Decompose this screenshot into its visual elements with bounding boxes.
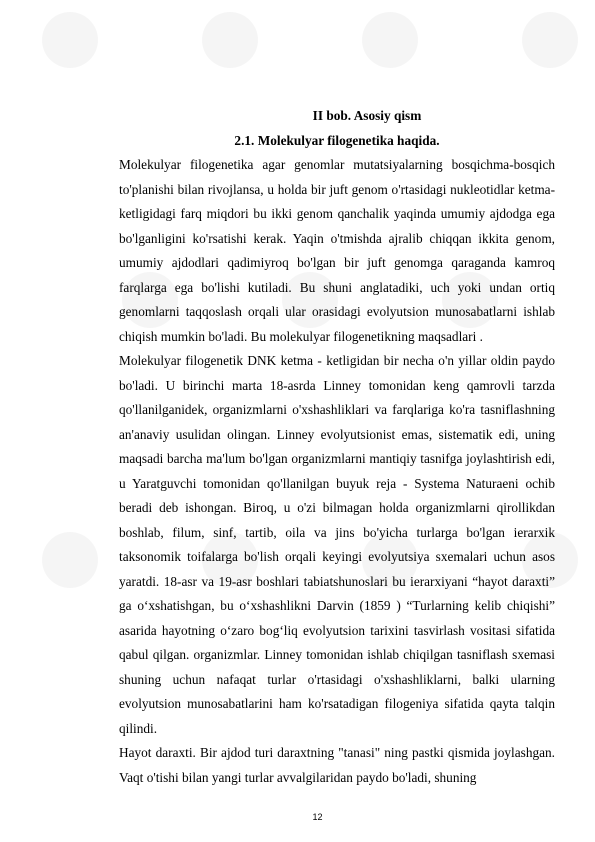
page-number: 12: [312, 812, 323, 822]
paragraph-2: Molekulyar filogenetik DNK ketma - ketligidan bir necha o'n yillar oldin paydo bo'ladi. U birinchi marta 18-asrda Linney tomonidan keng qamrovli tarzda qo'llanilganidek, organizmlarni o'xshashliklari va farqlariga ko'ra tasniflashning an'anaviy usulidan olingan. Linney evolyutsionist emas, sistematik edi, uning maqsadi barcha ma'lum bo'lgan organizmlarni mantiqiy tasnifga joylashtirish edi, u Yaratguvchi tomonidan qo'llanilgan buyuk reja - Systema Naturaeni ochib beradi deb ishongan. Biroq, u o'zi bilmagan holda organizmlarni qirollikdan boshlab, filum, sinf, tartib, oila va jins bo'yicha turlarga bo'lgan ierarxik taksonomik toifalarga bo'lish orqali keyingi evolyutsiya sxemalari uchun asos yaratdi. 18-asr va 19-asr boshlari tabiatshunoslari bu ierarxiyani “hayot daraxti” ga o‘xshatishgan, bu o‘xshashlikni Darvin (1859 ) “Turlarning kelib chiqishi” asarida hayotning o‘zaro bog‘liq evolyutsion tarixini tasvirlash vositasi sifatida qabul qilgan. organizmlar. Linney tomonidan ishlab chiqilgan tasniflash sxemasi shuning uchun nafaqat turlar o'rtasidagi o'xshashliklarni, balki ularning evolyutsion munosabatlarini ham ko'rsatadigan filogeniya sifatida qayta talqin qilindi.: [119, 353, 555, 736]
document-body: [119, 104, 555, 790]
paragraph-1: Molekulyar filogenetika agar genomlar mutatsiyalarning bosqichma-bosqich to'planishi bilan rivojlansa, u holda bir juft genom o'rtasidagi nukleotidlar ketma-ketligidagi farq miqdori bu ikki genom qanchalik yaqinda umumiy ajdodga ega bo'lganligini ko'rsatishi kerak. Yaqin o'tmishda ajralib chiqqan ikkita genom, umumiy ajdodlari qadimiyroq bo'lgan bir juft genomga qaraganda kamroq farqlarga ega bo'lishi kutiladi. Bu shuni anglatadiki, uch yoki undan ortiq genomlarni taqqoslash orqali ular orasidagi evolyutsion munosabatlarni ishlab chiqish mumkin bo'ladi. Bu molekulyar filogenetikning maqsadlari .: [119, 157, 555, 344]
paragraph-3: Hayot daraxti. Bir ajdod turi daraxtning "tanasi" ning pastki qismida joylashgan. Vaqt o'tishi bilan yangi turlar avvalgilaridan paydo bo'ladi, shuning: [119, 745, 555, 785]
section-heading: 2.1. Molekulyar filogenetika haqida.: [234, 132, 440, 148]
chapter-heading: II bob. Asosiy qism: [312, 108, 422, 123]
